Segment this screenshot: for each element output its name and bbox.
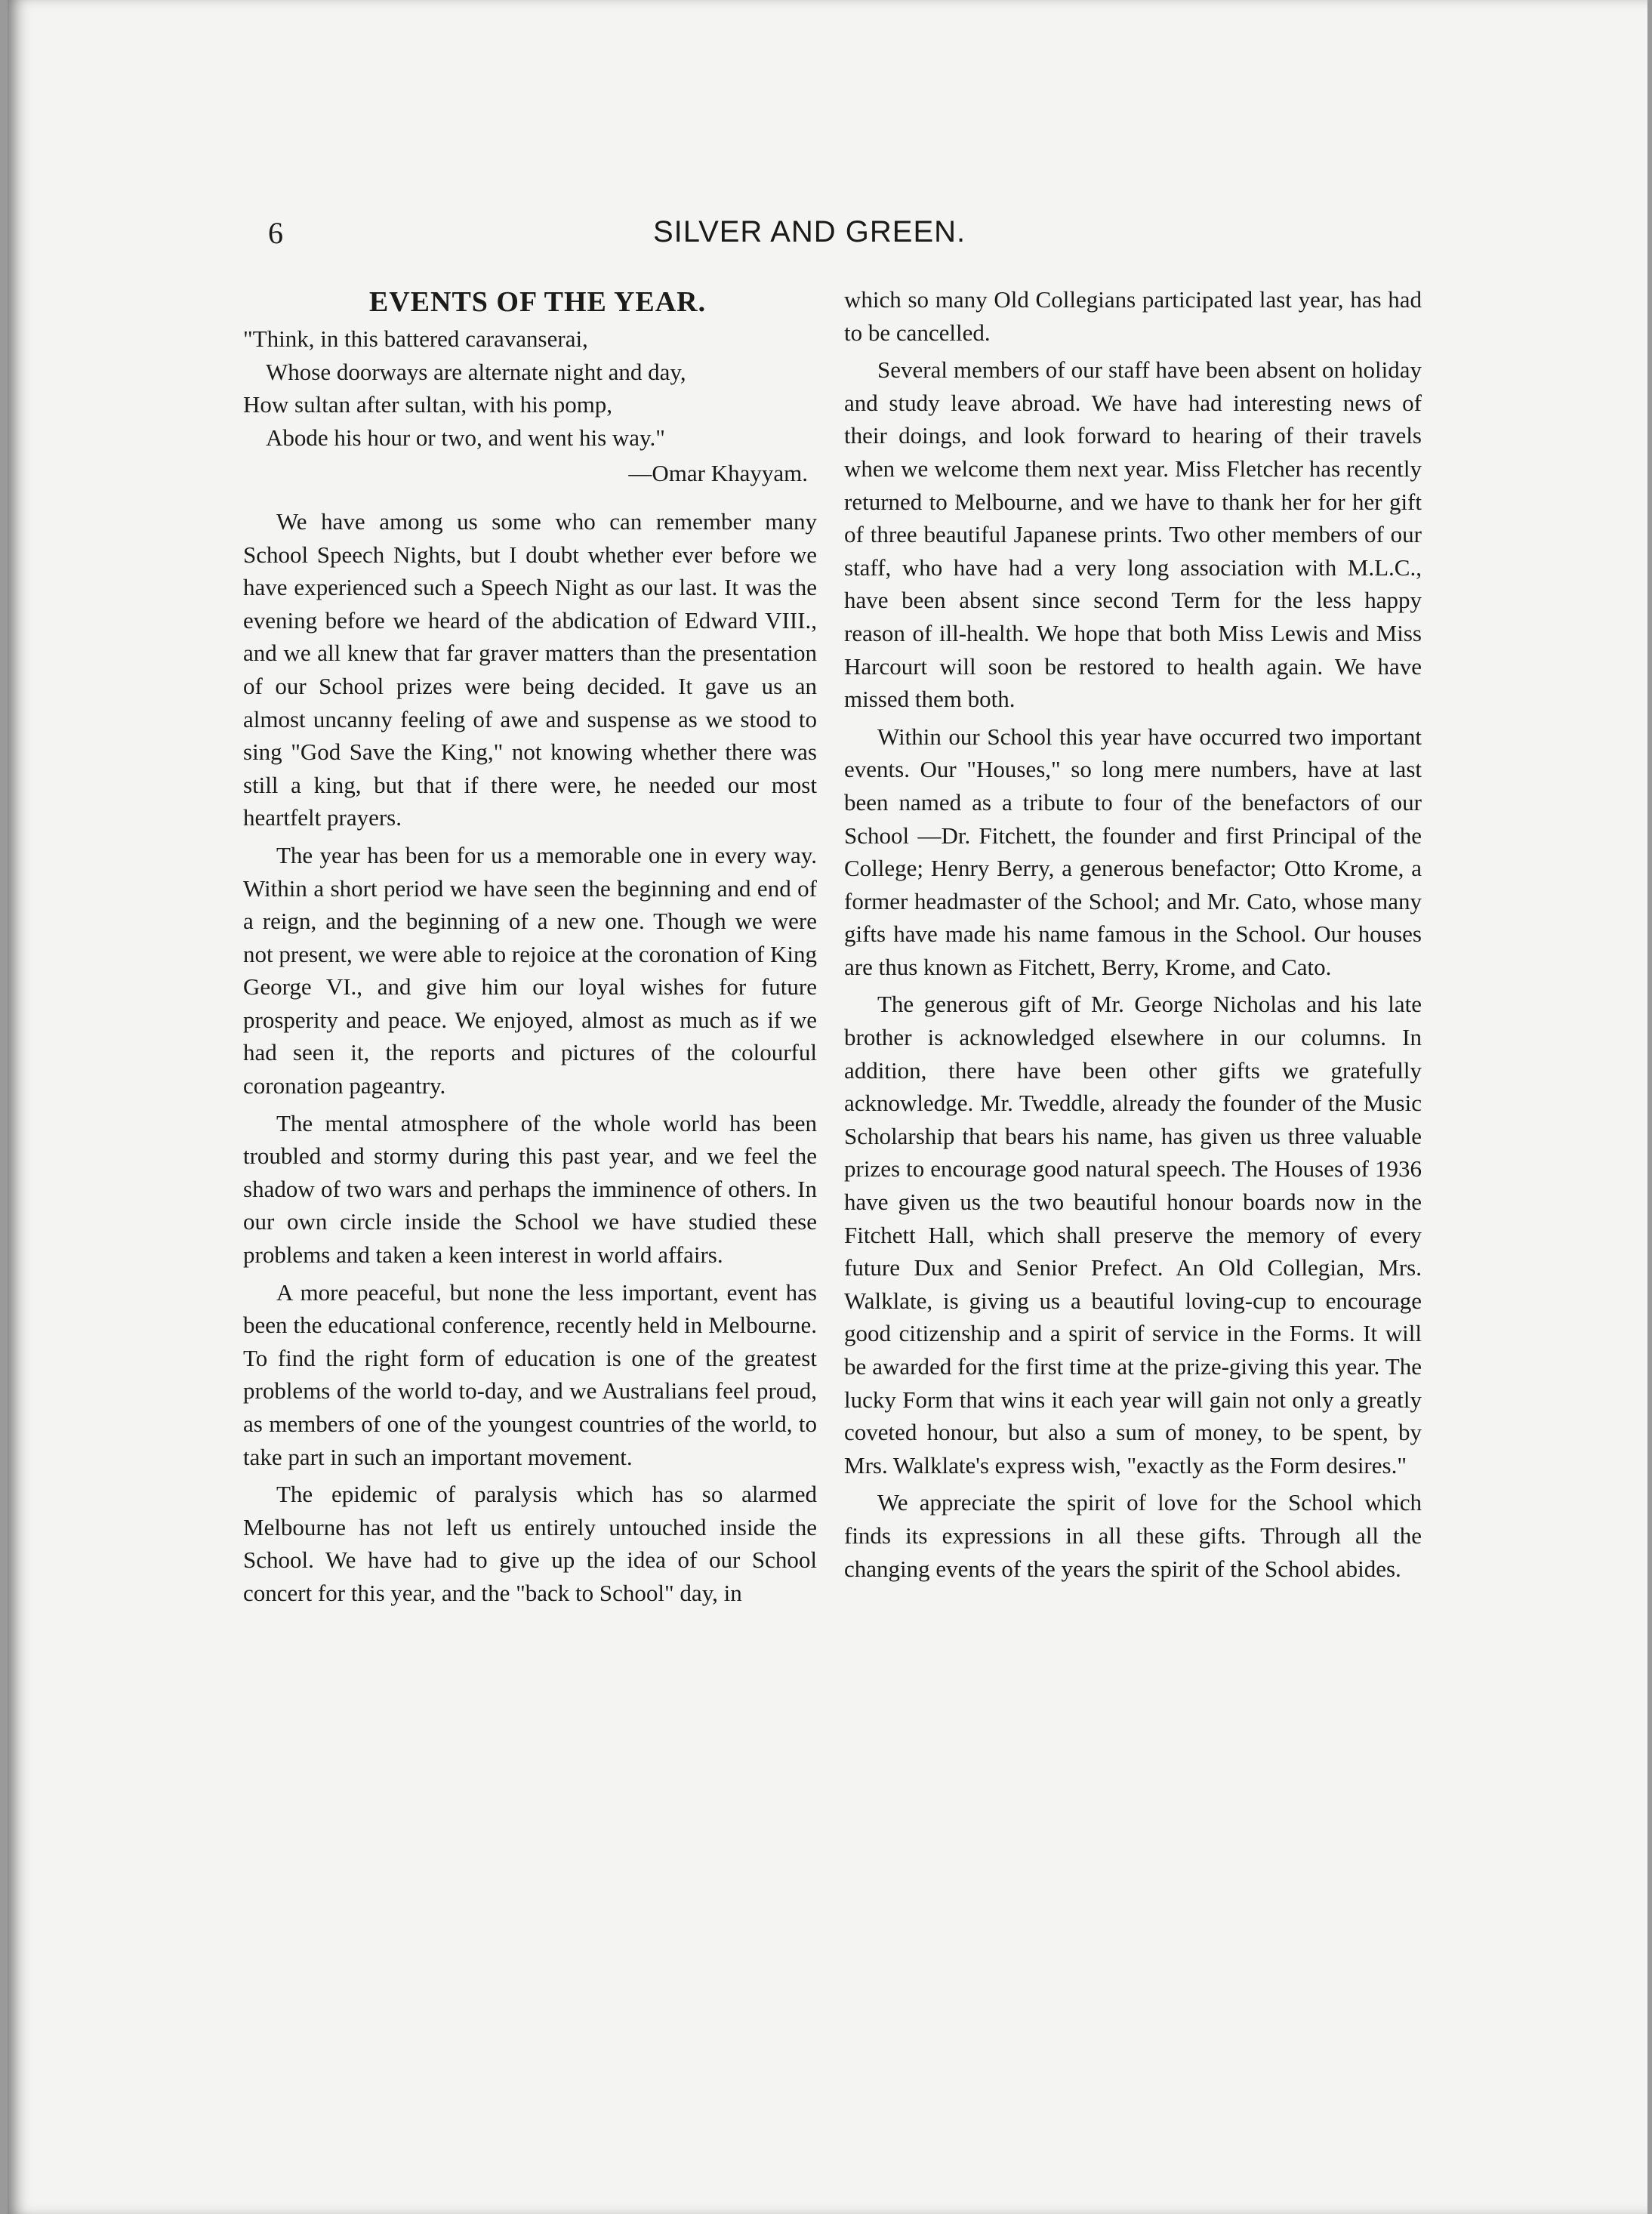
page-number: 6 (268, 216, 284, 250)
verse-line: Abode his hour or two, and went his way." (266, 424, 665, 451)
paragraph: Several members of our staff have been absent on holiday and study leave abroad. We have had interesting news of their doings, and look forward to hearing of their travels when we welcome them next year. Miss Fletcher has recently returned to Melbourne, and we have to thank her for her gift of three beautiful Japanese prints. Two other members of our staff, who have had a very long association with M.L.C., have been absent since second Term for the less happy reason of ill-health. We hope that both Miss Lewis and Miss Harcourt will soon be restored to health again. We have missed them both. (844, 356, 1422, 713)
epigraph-verse (243, 322, 817, 454)
epigraph-attribution: —Omar Khayyam. (628, 460, 808, 487)
paragraph: The epidemic of paralysis which has so alarmed Melbourne has not left us entirely untouched inside the School. We have had to give up the idea of our School concert for this year, and the "back to School" day, in (243, 1481, 817, 1606)
paragraph-continued: which so many Old Collegians participated last year, has had to be cancelled. (844, 286, 1422, 346)
verse-line: How sultan after sultan, with his pomp, (243, 391, 613, 418)
left-column (243, 283, 817, 1614)
paragraph: The mental atmosphere of the whole world has been troubled and stormy during this past year, and we feel the shadow of two wars and perhaps the imminence of others. In our own circle inside the School we have studied these problems and taken a keen interest in world affairs. (243, 1109, 817, 1269)
article-title: EVENTS OF THE YEAR. (368, 286, 707, 318)
paragraph: Within our School this year have occurred two important events. Our "Houses," so long mere numbers, have at last been named as a tribute to four of the benefactors of our School —Dr. Fitchett, the founder and first Principal of the College; Henry Berry, a generous benefactor; Otto Krome, a former headmaster of the School; and Mr. Cato, whose many gifts have made his name famous in the School. Our houses are thus known as Fitchett, Berry, Krome, and Cato. (844, 723, 1422, 980)
verse-line: Whose doorways are alternate night and day, (266, 358, 686, 385)
verse-line: "Think, in this battered caravanserai, (243, 325, 588, 352)
paragraph: The year has been for us a memorable one in every way. Within a short period we have seen the beginning and end of a reign, and the beginning of a new one. Though we were not present, we were able to rejoice at the coronation of King George VI., and give him our loyal wishes for future prosperity and peace. We enjoyed, almost as much as if we had seen it, the reports and pictures of the colourful coronation pageantry. (243, 841, 817, 1099)
right-column (844, 283, 1422, 1590)
paragraph: A more peaceful, but none the less important, event has been the educational conference, recently held in Melbourne. To find the right form of education is one of the greatest problems of the world to-day, and we Australians feel proud, as members of one of the youngest countries of the world, to take part in such an important movement. (243, 1278, 817, 1470)
page (8, 0, 1647, 2214)
paragraph: We have among us some who can remember many School Speech Nights, but I doubt whether ever before we have experienced such a Speech Night as our last. It was the evening before we heard of the abdication of Edward VIII., and we all knew that far graver matters than the presentation of our School prizes were being decided. It gave us an almost uncanny feeling of awe and suspense as we stood to sing "God Save the King," not knowing whether there was still a king, but that if there were, he needed our most heartfelt prayers. (243, 507, 817, 831)
paragraph: We appreciate the spirit of love for the School which finds its expressions in all these gifts. Through all the changing events of the years the spirit of the School abides. (844, 1489, 1422, 1582)
running-title: SILVER AND GREEN. (653, 215, 966, 248)
paragraph: The generous gift of Mr. George Nicholas and his late brother is acknowledged elsewhere in our columns. In addition, there have been other gifts we gratefully acknowledge. Mr. Tweddle, already the founder of the Music Scholarship that bears his name, has given us three valuable prizes to encourage good natural speech. The Houses of 1936 have given us the two beautiful honour boards now in the Fitchett Hall, which shall preserve the memory of every future Dux and Senior Prefect. An Old Collegian, Mrs. Walklate, is giving us a beautiful loving-cup to encourage good citizenship and a spirit of service in the Forms. It will be awarded for the first time at the prize-giving this year. The lucky Form that wins it each year will gain not only a greatly coveted honour, but also a sum of money, to be spent, by Mrs. Walklate's express wish, "exactly as the Form desires." (844, 991, 1422, 1479)
